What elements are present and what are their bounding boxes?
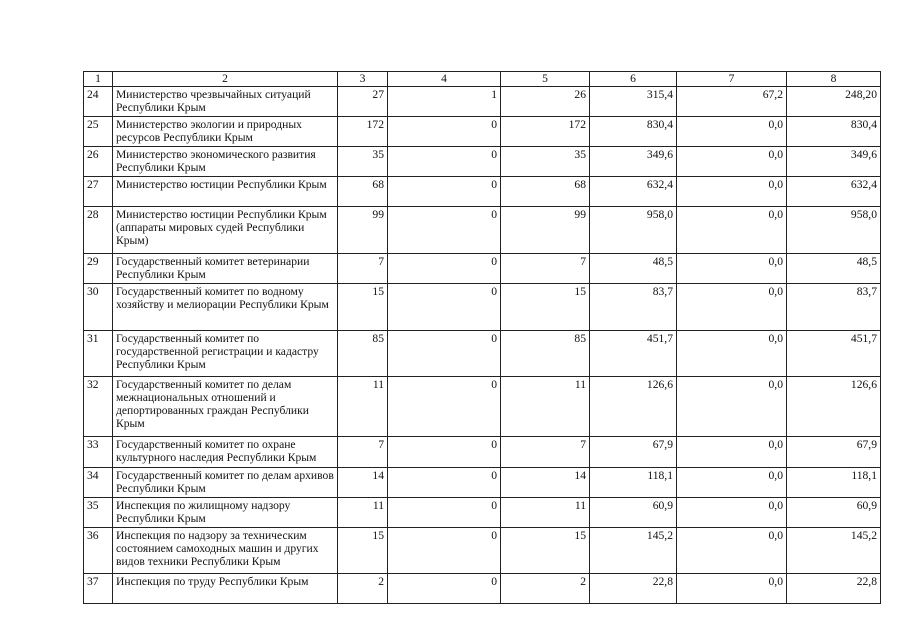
cell-col6: 67,9 <box>590 437 677 468</box>
cell-col8: 118,1 <box>787 468 881 498</box>
cell-col3: 172 <box>338 117 388 147</box>
organization-name: Инспекция по труду Республики Крым <box>113 574 338 604</box>
organization-name: Инспекция по надзору за техническим состоянием самоходных машин и других видов техники Республики Крым <box>113 528 338 574</box>
cell-col3: 85 <box>338 331 388 377</box>
cell-col3: 7 <box>338 254 388 284</box>
table-row <box>84 207 881 254</box>
cell-col5: 26 <box>501 87 590 117</box>
cell-col7: 0,0 <box>677 528 787 574</box>
cell-col5: 35 <box>501 147 590 177</box>
cell-col8: 349,6 <box>787 147 881 177</box>
cell-col6: 118,1 <box>590 468 677 498</box>
cell-col6: 48,5 <box>590 254 677 284</box>
organization-name: Государственный комитет по делам межнациональных отношений и депортированных граждан Республики Крым <box>113 377 338 437</box>
cell-col8: 451,7 <box>787 331 881 377</box>
cell-col8: 126,6 <box>787 377 881 437</box>
cell-col4: 0 <box>388 377 501 437</box>
cell-col3: 2 <box>338 574 388 604</box>
cell-col7: 0,0 <box>677 498 787 528</box>
cell-col8: 60,9 <box>787 498 881 528</box>
table-row <box>84 117 881 147</box>
row-number: 27 <box>84 177 113 207</box>
organization-name: Государственный комитет по государственной регистрации и кадастру Республики Крым <box>113 331 338 377</box>
organization-name: Государственный комитет по водному хозяйству и мелиорации Республики Крым <box>113 284 338 331</box>
cell-col4: 0 <box>388 574 501 604</box>
column-header: 8 <box>787 72 881 87</box>
cell-col4: 0 <box>388 498 501 528</box>
cell-col7: 0,0 <box>677 147 787 177</box>
cell-col5: 172 <box>501 117 590 147</box>
cell-col8: 632,4 <box>787 177 881 207</box>
cell-col3: 99 <box>338 207 388 254</box>
organization-name: Министерство чрезвычайных ситуаций Республики Крым <box>113 87 338 117</box>
table-row <box>84 528 881 574</box>
column-header: 5 <box>501 72 590 87</box>
row-number: 26 <box>84 147 113 177</box>
cell-col3: 15 <box>338 284 388 331</box>
cell-col6: 632,4 <box>590 177 677 207</box>
row-number: 25 <box>84 117 113 147</box>
cell-col8: 248,20 <box>787 87 881 117</box>
organization-name: Государственный комитет ветеринарии Республики Крым <box>113 254 338 284</box>
cell-col6: 83,7 <box>590 284 677 331</box>
cell-col5: 85 <box>501 331 590 377</box>
cell-col4: 1 <box>388 87 501 117</box>
cell-col6: 349,6 <box>590 147 677 177</box>
row-number: 31 <box>84 331 113 377</box>
cell-col6: 126,6 <box>590 377 677 437</box>
cell-col7: 0,0 <box>677 207 787 254</box>
cell-col8: 83,7 <box>787 284 881 331</box>
cell-col3: 35 <box>338 147 388 177</box>
table-row <box>84 87 881 117</box>
organization-name: Министерство юстиции Республики Крым <box>113 177 338 207</box>
cell-col8: 22,8 <box>787 574 881 604</box>
cell-col4: 0 <box>388 207 501 254</box>
cell-col3: 14 <box>338 468 388 498</box>
table-row <box>84 254 881 284</box>
row-number: 29 <box>84 254 113 284</box>
cell-col6: 958,0 <box>590 207 677 254</box>
row-number: 24 <box>84 87 113 117</box>
cell-col7: 0,0 <box>677 284 787 331</box>
cell-col5: 15 <box>501 528 590 574</box>
cell-col5: 15 <box>501 284 590 331</box>
row-number: 28 <box>84 207 113 254</box>
organization-name: Министерство экологии и природных ресурсов Республики Крым <box>113 117 338 147</box>
column-header: 1 <box>84 72 113 87</box>
cell-col7: 0,0 <box>677 117 787 147</box>
cell-col3: 27 <box>338 87 388 117</box>
cell-col6: 451,7 <box>590 331 677 377</box>
organization-name: Инспекция по жилищному надзору Республики Крым <box>113 498 338 528</box>
cell-col5: 11 <box>501 498 590 528</box>
organization-name: Государственный комитет по делам архивов Республики Крым <box>113 468 338 498</box>
row-number: 32 <box>84 377 113 437</box>
cell-col7: 0,0 <box>677 177 787 207</box>
organization-name: Государственный комитет по охране культурного наследия Республики Крым <box>113 437 338 468</box>
column-header: 4 <box>388 72 501 87</box>
row-number: 36 <box>84 528 113 574</box>
cell-col5: 2 <box>501 574 590 604</box>
cell-col3: 15 <box>338 528 388 574</box>
cell-col7: 0,0 <box>677 254 787 284</box>
cell-col7: 0,0 <box>677 437 787 468</box>
cell-col5: 99 <box>501 207 590 254</box>
column-header: 3 <box>338 72 388 87</box>
budget-table <box>83 71 881 604</box>
cell-col6: 830,4 <box>590 117 677 147</box>
cell-col8: 958,0 <box>787 207 881 254</box>
cell-col3: 7 <box>338 437 388 468</box>
row-number: 34 <box>84 468 113 498</box>
cell-col7: 0,0 <box>677 574 787 604</box>
row-number: 37 <box>84 574 113 604</box>
cell-col3: 11 <box>338 377 388 437</box>
table-row <box>84 147 881 177</box>
cell-col5: 7 <box>501 254 590 284</box>
cell-col3: 11 <box>338 498 388 528</box>
row-number: 33 <box>84 437 113 468</box>
cell-col7: 0,0 <box>677 377 787 437</box>
cell-col5: 7 <box>501 437 590 468</box>
organization-name: Министерство юстиции Республики Крым (аппараты мировых судей Республики Крым) <box>113 207 338 254</box>
cell-col4: 0 <box>388 254 501 284</box>
cell-col7: 0,0 <box>677 331 787 377</box>
cell-col3: 68 <box>338 177 388 207</box>
cell-col6: 145,2 <box>590 528 677 574</box>
cell-col4: 0 <box>388 437 501 468</box>
cell-col6: 22,8 <box>590 574 677 604</box>
cell-col8: 145,2 <box>787 528 881 574</box>
cell-col8: 48,5 <box>787 254 881 284</box>
cell-col6: 315,4 <box>590 87 677 117</box>
column-header: 2 <box>113 72 338 87</box>
header-row <box>84 72 881 87</box>
cell-col4: 0 <box>388 284 501 331</box>
cell-col5: 68 <box>501 177 590 207</box>
cell-col4: 0 <box>388 177 501 207</box>
table-row <box>84 574 881 604</box>
cell-col7: 0,0 <box>677 468 787 498</box>
cell-col4: 0 <box>388 147 501 177</box>
cell-col4: 0 <box>388 468 501 498</box>
cell-col7: 67,2 <box>677 87 787 117</box>
table-row <box>84 498 881 528</box>
cell-col5: 14 <box>501 468 590 498</box>
row-number: 30 <box>84 284 113 331</box>
cell-col6: 60,9 <box>590 498 677 528</box>
column-header: 7 <box>677 72 787 87</box>
cell-col4: 0 <box>388 117 501 147</box>
cell-col4: 0 <box>388 331 501 377</box>
row-number: 35 <box>84 498 113 528</box>
cell-col8: 830,4 <box>787 117 881 147</box>
table-row <box>84 437 881 468</box>
column-header: 6 <box>590 72 677 87</box>
organization-name: Министерство экономического развития Республики Крым <box>113 147 338 177</box>
cell-col8: 67,9 <box>787 437 881 468</box>
table-row <box>84 377 881 437</box>
table-row <box>84 284 881 331</box>
cell-col5: 11 <box>501 377 590 437</box>
table-row <box>84 331 881 377</box>
table-row <box>84 177 881 207</box>
table-row <box>84 468 881 498</box>
cell-col4: 0 <box>388 528 501 574</box>
